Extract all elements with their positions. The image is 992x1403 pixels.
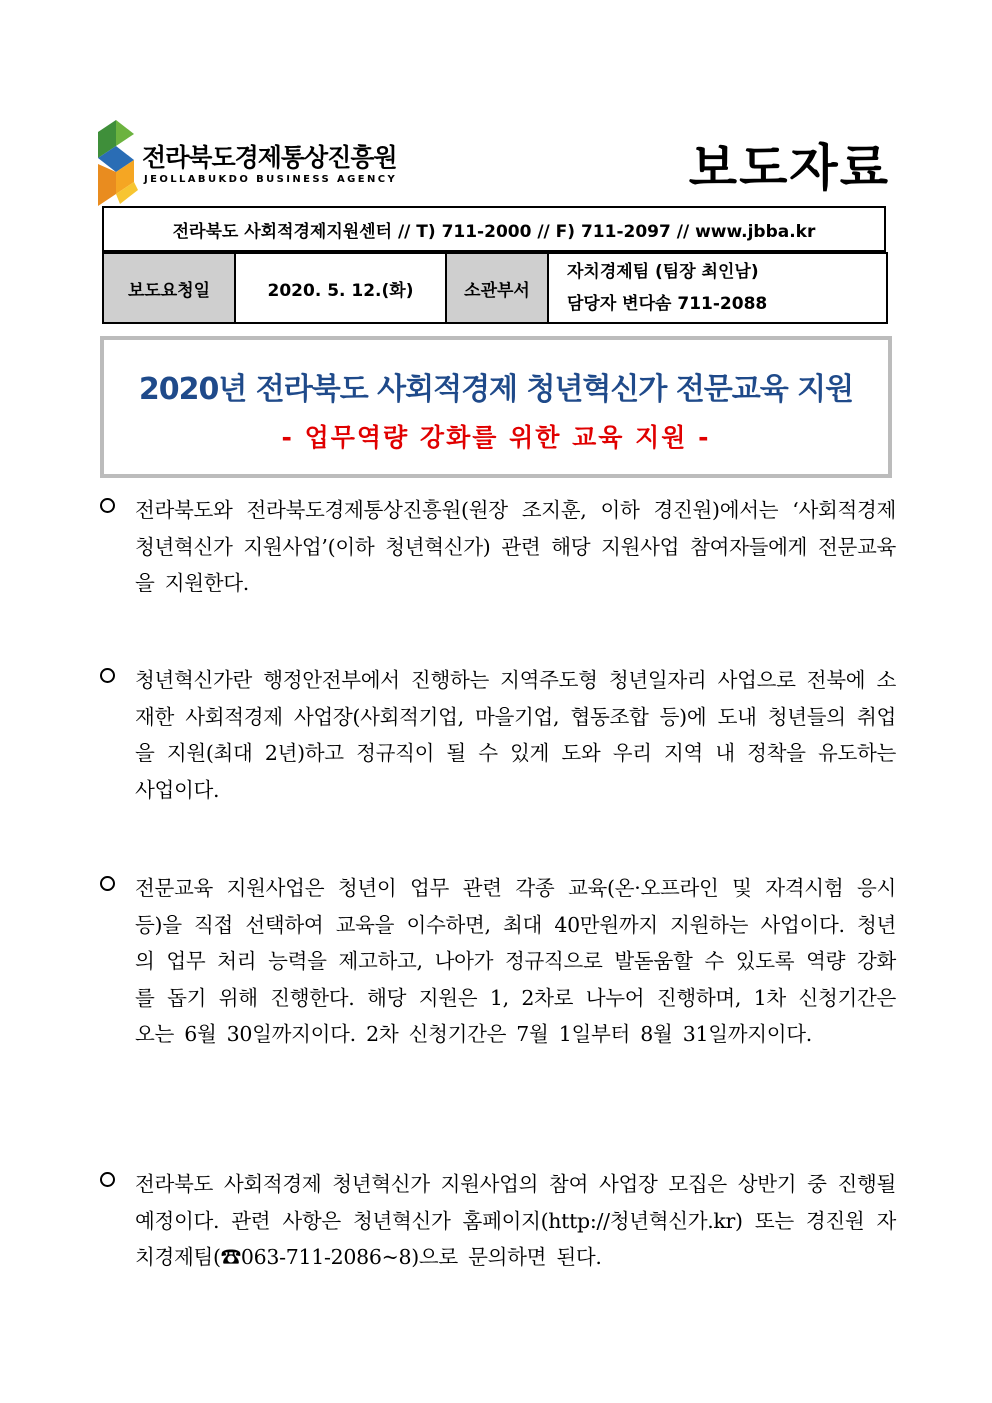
headline-subtitle: - 업무역량 강화를 위한 교육 지원 - xyxy=(281,423,711,452)
release-date-label: 보도요청일 xyxy=(103,253,235,323)
bullet-circle-icon xyxy=(100,668,115,683)
org-name: 전라북도경제통상진흥원 xyxy=(142,143,397,172)
body-paragraph-4 xyxy=(100,1166,896,1276)
paragraph-text: 전문교육 지원사업은 청년이 업무 관련 각종 교육(온·오프라인 및 자격시험 응시 등)을 직접 선택하여 교육을 이수하면, 최대 40만원까지 지원하는 사업이다. 청년의 업무 처리 능력을 제고하고, 나아가 정규직으로 발돋움할 수 있도록 역량 강화를 돕기 위해 진행한다. 해당 지원은 1, 2차로 나누어 진행하며, 1차 신청기간은 오는 6월 30일까지이다. 2차 신청기간은 7월 1일부터 8월 31일까지이다. xyxy=(135,876,896,1046)
headline-title: 2020년 전라북도 사회적경제 청년혁신가 전문교육 지원 xyxy=(138,372,854,407)
release-info-table xyxy=(102,252,888,324)
paragraph-text: 전라북도와 전라북도경제통상진흥원(원장 조지훈, 이하 경진원)에서는 ‘사회적경제 청년혁신가 지원사업’(이하 청년혁신가) 관련 해당 지원사업 참여자들에게 전문교육을 지원한다. xyxy=(135,498,896,595)
department-team: 자치경제팀 (팀장 최인남) xyxy=(567,262,759,282)
bullet-circle-icon xyxy=(100,498,115,513)
bullet-circle-icon xyxy=(100,1172,115,1187)
org-name-en: JEOLLABUKDO BUSINESS AGENCY xyxy=(144,174,398,185)
department-contact: 담당자 변다솜 711-2088 xyxy=(567,294,768,314)
bullet-circle-icon xyxy=(100,876,115,891)
document-type-title: 보도자료 xyxy=(688,139,890,197)
body-paragraph-2 xyxy=(100,662,896,808)
paragraph-text: 청년혁신가란 행정안전부에서 진행하는 지역주도형 청년일자리 사업으로 전북에 소재한 사회적경제 사업장(사회적기업, 마을기업, 협동조합 등)에 도내 청년들의 취업을 지원(최대 2년)하고 정규직이 될 수 있게 도와 우리 지역 내 정착을 유도하는 사업이다. xyxy=(135,668,896,802)
org-logo xyxy=(94,120,398,206)
contact-bar: 전라북도 사회적경제지원센터 // T) 711-2000 // F) 711-2097 // www.jbba.kr xyxy=(102,206,886,252)
headline-box xyxy=(100,336,892,478)
department-label: 소관부서 xyxy=(446,253,548,323)
paragraph-text: 전라북도 사회적경제 청년혁신가 지원사업의 참여 사업장 모집은 상반기 중 진행될 예정이다. 관련 사항은 청년혁신가 홈페이지(http://청년혁신가.kr) 또는 경진원 자치경제팀(☎063-711-2086~8)으로 문의하면 된다. xyxy=(135,1172,896,1269)
body-paragraph-1 xyxy=(100,492,896,602)
release-date-value: 2020. 5. 12.(화) xyxy=(235,253,446,323)
body-paragraph-3 xyxy=(100,870,896,1053)
department-value xyxy=(548,253,887,323)
logo-mark-icon xyxy=(94,120,138,206)
